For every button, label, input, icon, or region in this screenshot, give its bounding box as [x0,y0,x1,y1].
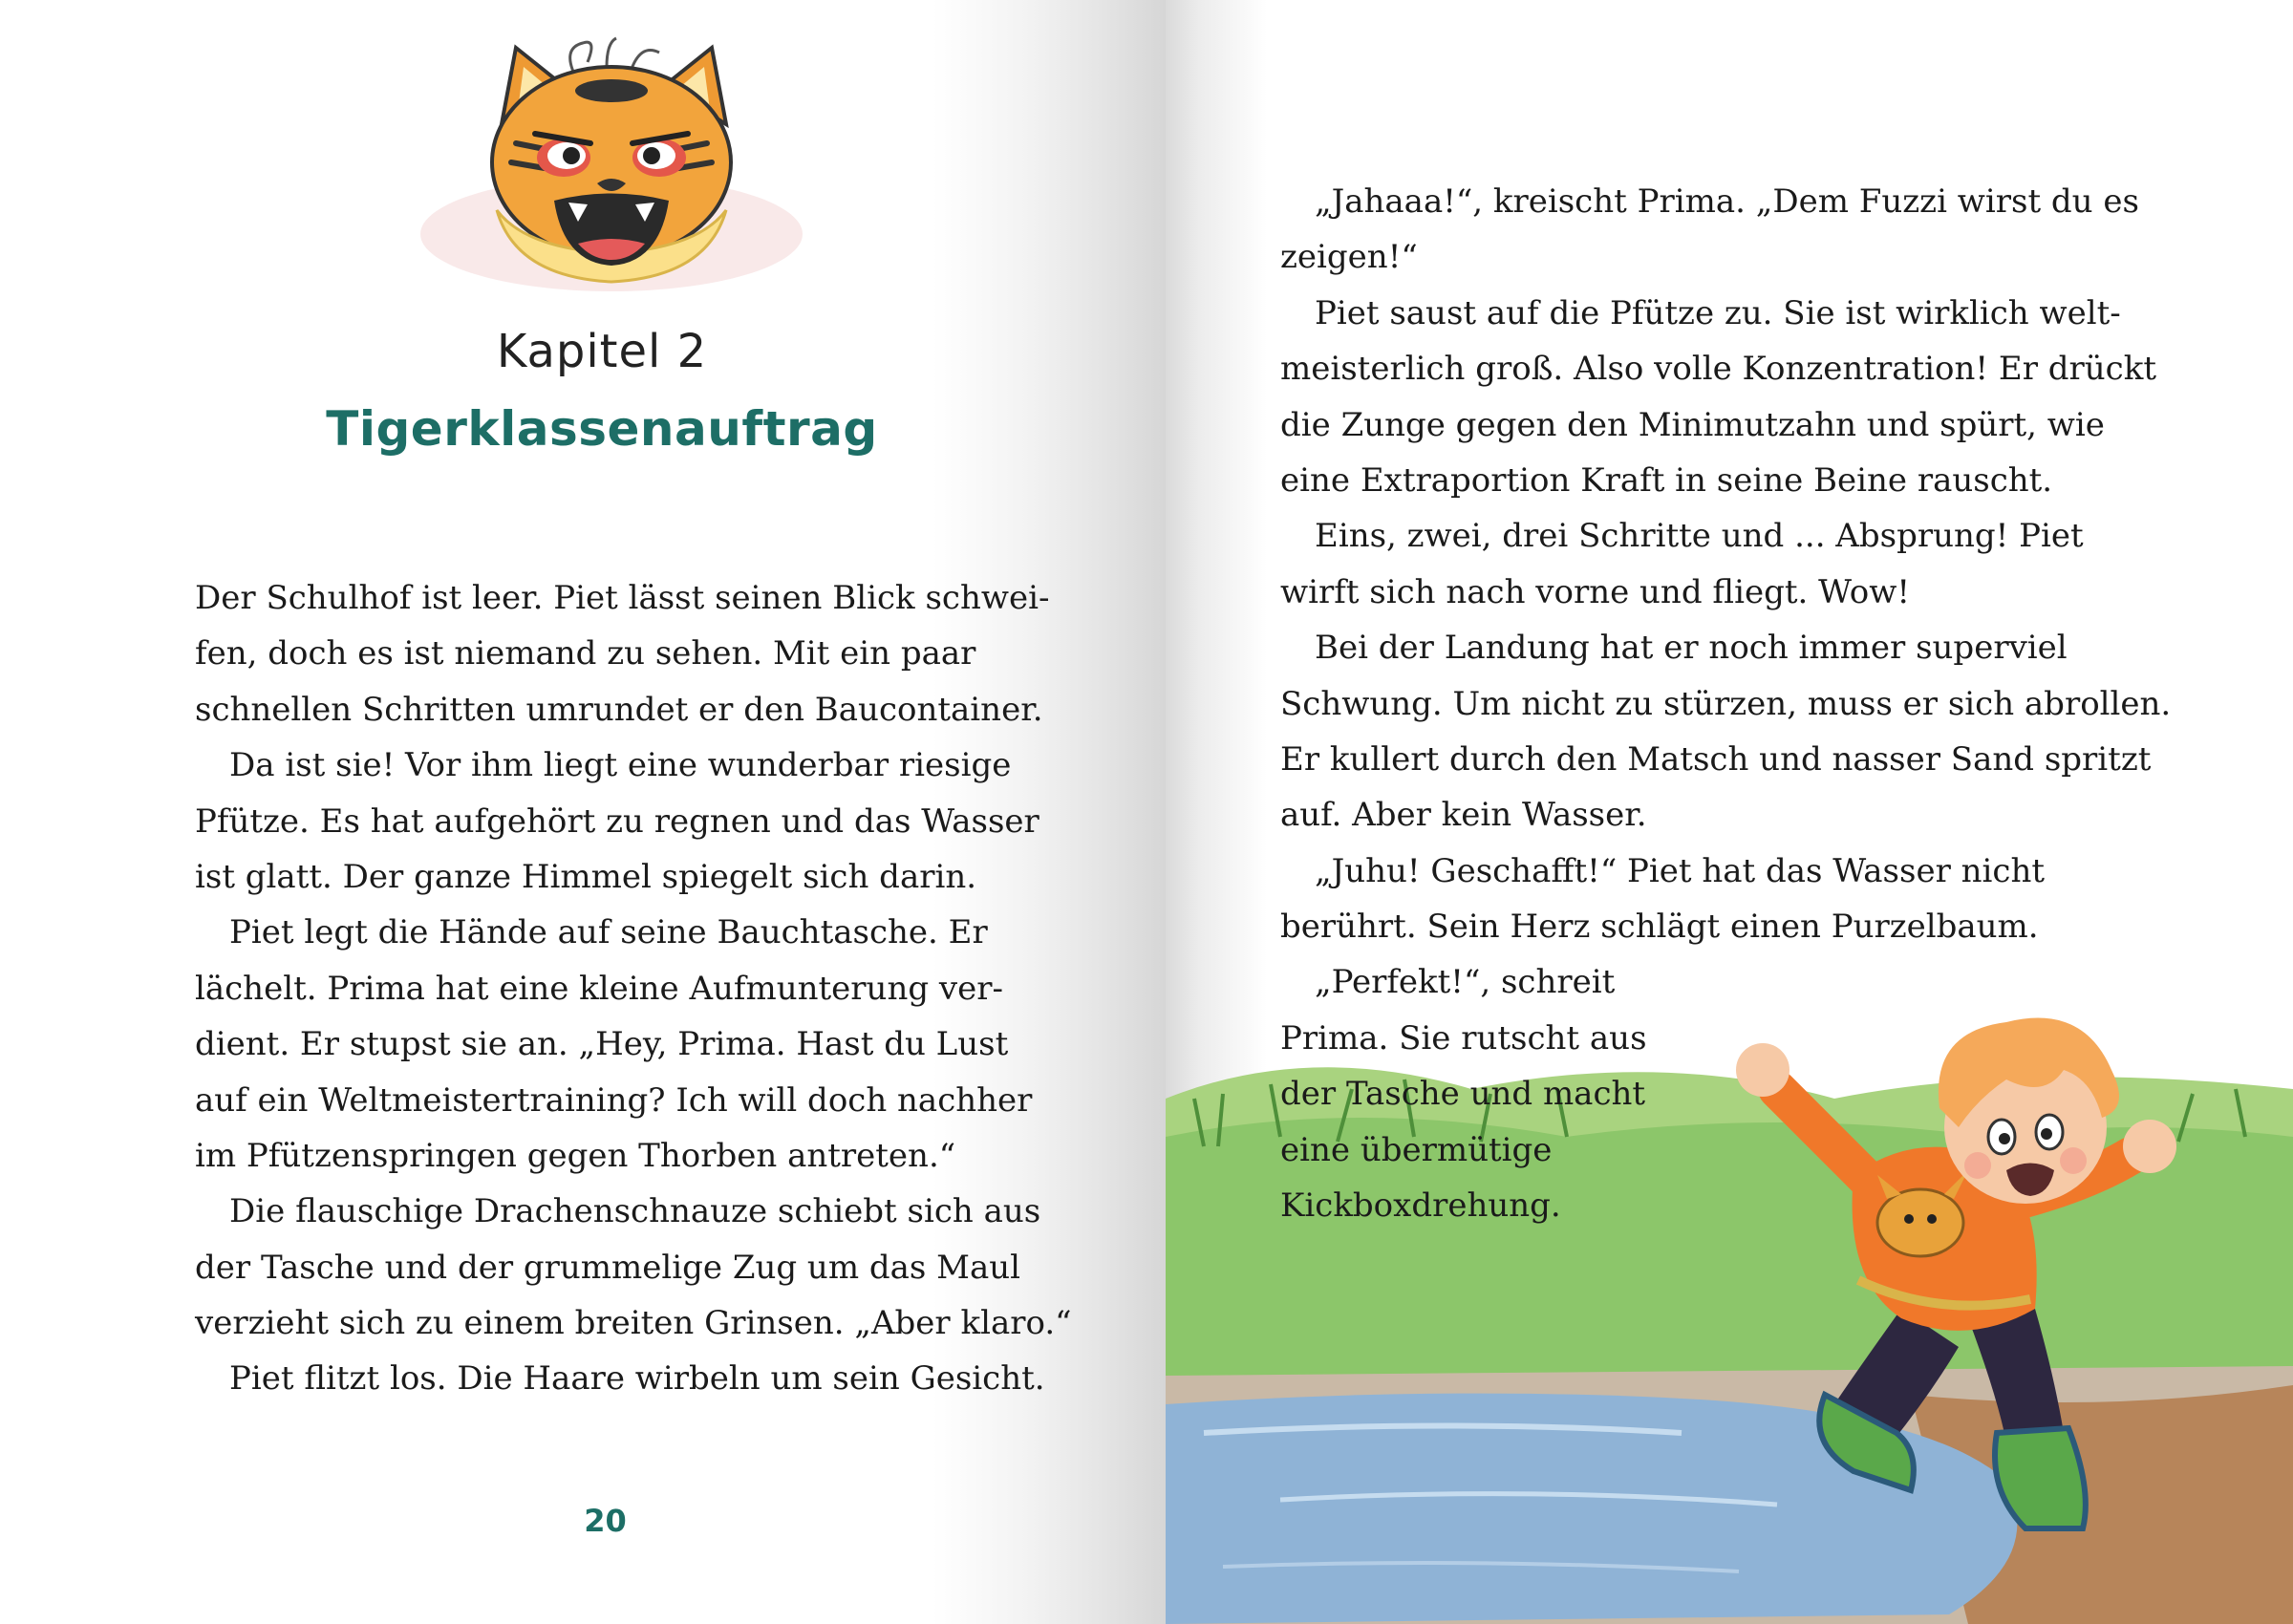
text-line: im Pfützenspringen gegen Thorben antreten.“ [195,1136,956,1175]
text-line: Kickboxdrehung. [1280,1186,1561,1226]
tiger-face-illustration [411,19,812,296]
page-number: 20 [584,1503,627,1539]
text-line: Der Schulhof ist leer. Piet lässt seinen Blick schwei- [195,579,1050,617]
text-line: Prima. Sie rutscht aus [1280,1018,1647,1058]
text-line: wirft sich nach vorne und fliegt. Wow! [1280,572,1910,611]
text-line: der Tasche und der grummelige Zug um das Maul [195,1248,1021,1287]
text-line: zeigen!“ [1280,238,1418,277]
text-line: Piet saust auf die Pfütze zu. Sie ist wirklich welt- [1315,293,2121,332]
right-page-text [1280,174,2293,1233]
chapter-label: Kapitel 2 [496,325,708,378]
text-line: schnellen Schritten umrundet er den Baucontainer. [195,690,1043,729]
text-line: „Juhu! Geschafft!“ Piet hat das Wasser nicht [1315,851,2046,890]
text-line: Bei der Landung hat er noch immer superviel [1315,629,2068,668]
text-line: ist glatt. Der ganze Himmel spiegelt sich darin. [195,857,977,896]
text-line: Piet flitzt los. Die Haare wirbeln um sein Gesicht. [229,1359,1045,1399]
text-line: auf ein Weltmeistertraining? Ich will doch nachher [195,1080,1033,1120]
text-line: die Zunge gegen den Minimutzahn und spürt, wie [1280,405,2105,444]
chapter-title: Tigerklassenauftrag [326,401,878,457]
text-line: eine übermütige [1280,1130,1553,1169]
text-line: der Tasche und macht [1280,1075,1646,1114]
text-line: berührt. Sein Herz schlägt einen Purzelbaum. [1280,908,2039,947]
text-line: „Jahaaa!“, kreischt Prima. „Dem Fuzzi wirst du es [1315,182,2139,221]
text-line: auf. Aber kein Wasser. [1280,796,1647,835]
text-line: meisterlich groß. Also volle Konzentration! Er drückt [1280,350,2156,389]
text-line: fen, doch es ist niemand zu sehen. Mit ein paar [195,634,976,673]
text-line: Die flauschige Drachenschnauze schiebt sich aus [229,1192,1041,1231]
right-page [1166,0,2293,1624]
text-line: Schwung. Um nicht zu stürzen, muss er sich abrollen. [1280,684,2172,723]
text-line: Pfütze. Es hat aufgehört zu regnen und das Wasser [195,801,1039,841]
text-line: verzieht sich zu einem breiten Grinsen. „Aber klaro.“ [195,1304,1072,1343]
text-line: Eins, zwei, drei Schritte und ... Absprung! Piet [1315,517,2084,556]
text-line: Er kullert durch den Matsch und nasser Sand spritzt [1280,739,2152,779]
text-line: lächelt. Prima hat eine kleine Aufmunterung ver- [195,969,1003,1008]
text-line: dient. Er stupst sie an. „Hey, Prima. Hast du Lust [195,1025,1009,1064]
left-page-text [195,570,1072,1407]
text-line: „Perfekt!“, schreit [1315,963,1616,1002]
text-line: Da ist sie! Vor ihm liegt eine wunderbar riesige [229,746,1012,785]
text-line: eine Extraportion Kraft in seine Beine rauscht. [1280,460,2053,500]
text-line: Piet legt die Hände auf seine Bauchtasche. Er [229,913,988,952]
